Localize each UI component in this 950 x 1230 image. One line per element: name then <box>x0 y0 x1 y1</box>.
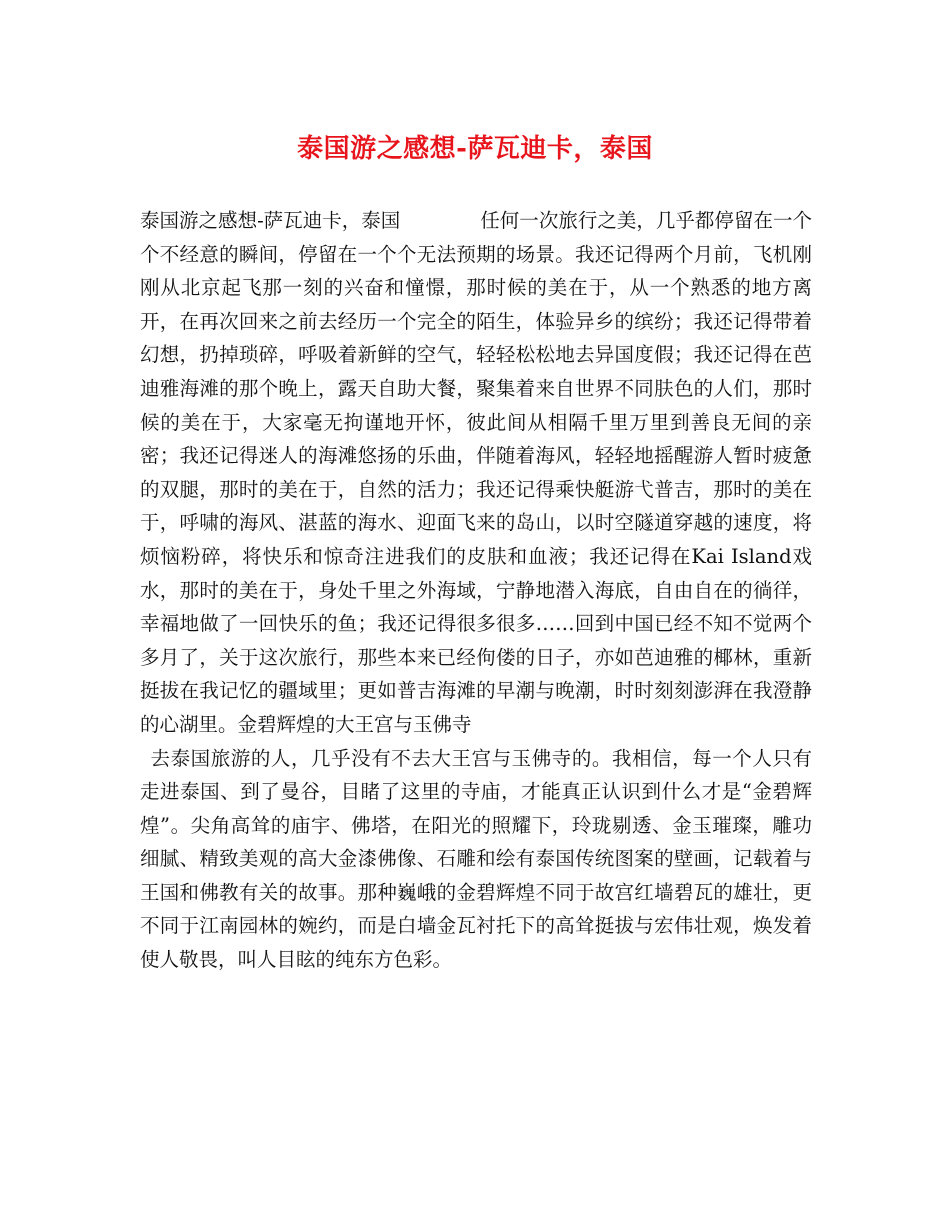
paragraph-first <box>140 204 812 742</box>
paragraph-2-text: 去泰国旅游的人，几乎没有不去大王宫与玉佛寺的。我相信，每一个人只有走进泰国、到了曼谷，目睹了这里的寺庙，才能真正认识到什么才是“金碧辉煌”。尖角高耸的庙宇、佛塔，在阳光的照耀下，玲珑剔透、金玉璀璨，雕功细腻、精致美观的高大金漆佛像、石雕和绘有泰国传统图案的壁画，记载着与王国和佛教有关的故事。那种巍峨的金碧辉煌不同于故宫红墙碧瓦的雄壮，更不同于江南园林的婉约，而是白墙金瓦衬托下的高耸挺拔与宏伟壮观，焕发着使人敬畏，叫人目眩的纯东方色彩。 <box>140 746 812 972</box>
lead-label: 泰国游之感想-萨瓦迪卡，泰国 <box>140 209 401 232</box>
document-body <box>140 204 812 977</box>
document-title: 泰国游之感想-萨瓦迪卡，泰国 <box>297 134 653 164</box>
paragraph-1-text: 任何一次旅行之美，几乎都停留在一个个不经意的瞬间，停留在一个个无法预期的场景。我还记得两个月前，飞机刚刚从北京起飞那一刻的兴奋和憧憬，那时候的美在于，从一个熟悉的地方离开，在再次回来之前去经历一个完全的陌生，体验异乡的缤纷；我还记得带着幻想，扔掉琐碎，呼吸着新鲜的空气，轻轻松松地去异国度假；我还记得在芭迪雅海滩的那个晚上，露天自助大餐，聚集着来自世界不同肤色的人们，那时候的美在于，大家毫无拘谨地开怀，彼此间从相隔千里万里到善良无间的亲密；我还记得迷人的海滩悠扬的乐曲，伴随着海风，轻轻地摇醒游人暂时疲惫的双腿，那时的美在于，自然的活力；我还记得乘快艇游弋普吉，那时的美在于，呼啸的海风、湛蓝的海水、迎面飞来的岛山，以时空隧道穿越的速度，将烦恼粉碎，将快乐和惊奇注进我们的皮肤和血液；我还记得在Kai Island戏水，那时的美在于，身处千里之外海域，宁静地潜入海底，自由自在的徜徉，幸福地做了一回快乐的鱼；我还记得很多很多……回到中国已经不知不觉两个多月了，关于这次旅行，那些本来已经佝偻的日子，亦如芭迪雅的椰林，重新挺拔在我记忆的疆域里；更如普吉海滩的早潮与晚潮，时时刻刻澎湃在我澄静的心湖里。金碧辉煌的大王宫与玉佛寺 <box>140 209 812 736</box>
paragraph-second <box>140 742 812 977</box>
